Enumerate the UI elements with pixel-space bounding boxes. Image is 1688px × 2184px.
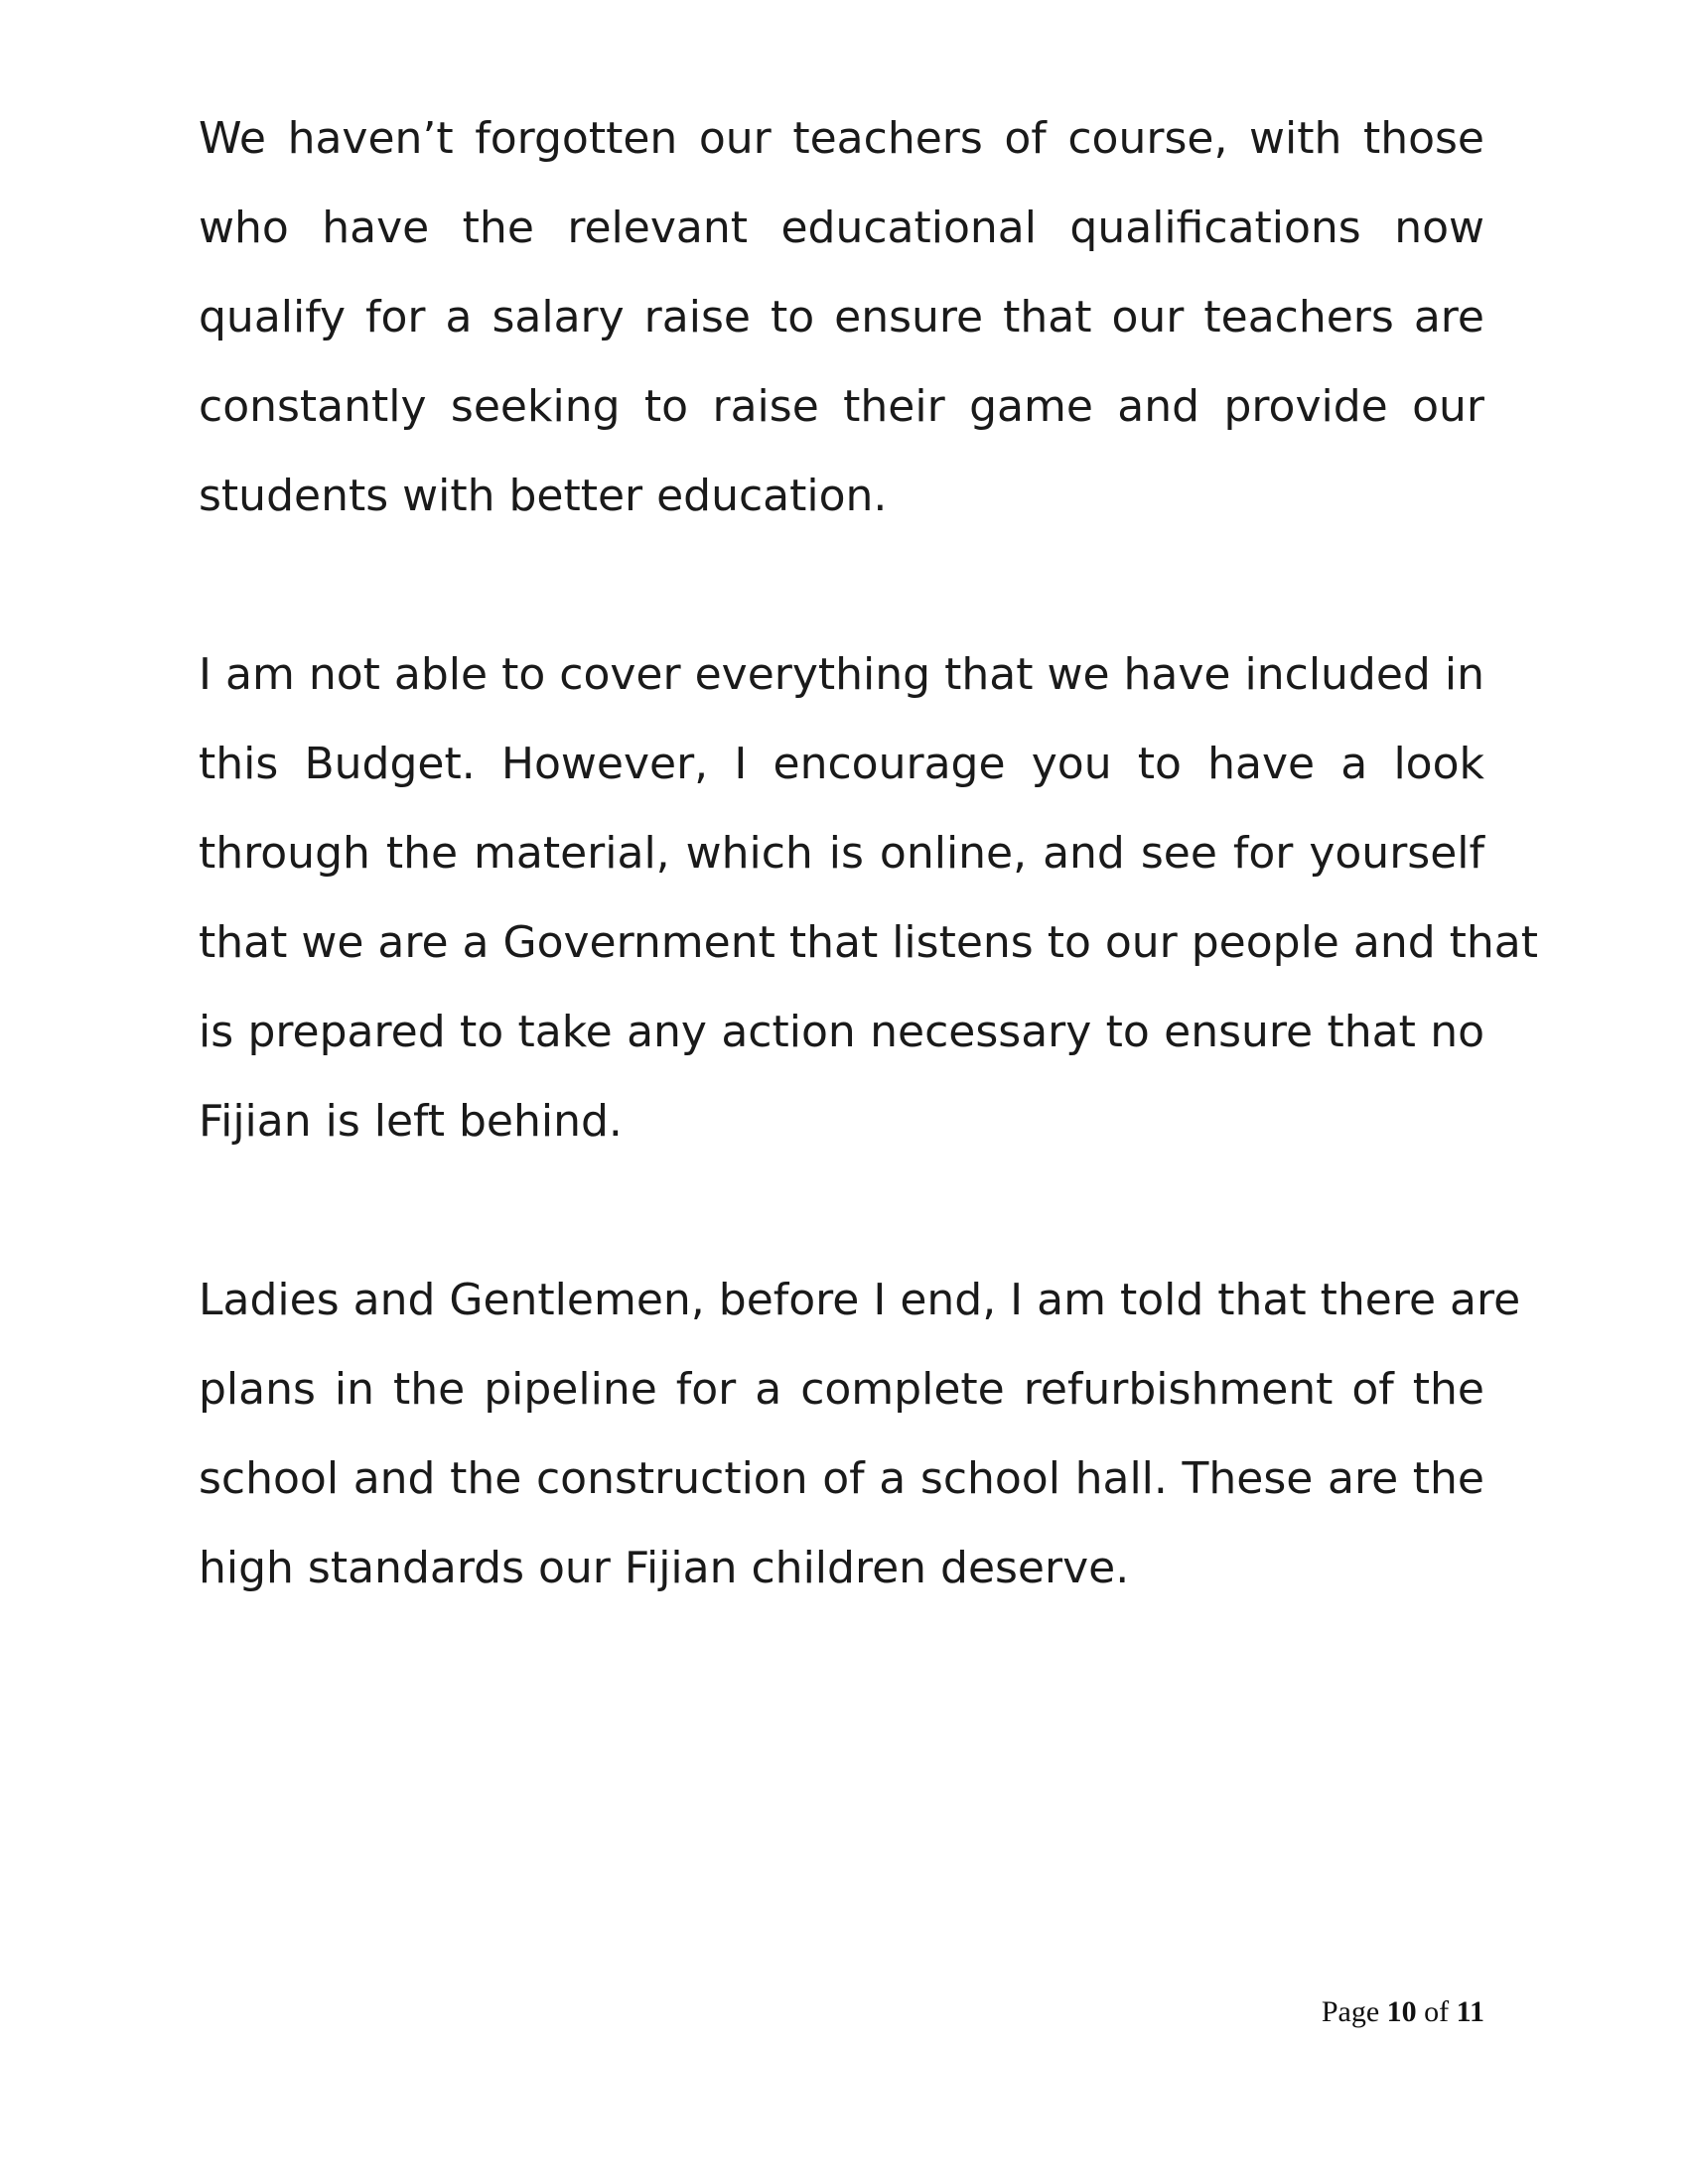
- text-line: school and the construction of a school hall. These are the: [199, 1453, 1484, 1504]
- text-line: who have the relevant educational qualifications now: [199, 203, 1484, 253]
- paragraph-budget: [199, 630, 1538, 1166]
- paragraph-closing: [199, 1256, 1521, 1613]
- text-line: high standards our Fijian children deserve.: [199, 1543, 1130, 1593]
- text-line: qualify for a salary raise to ensure that our teachers are: [199, 292, 1484, 342]
- page-number-footer: [1322, 1995, 1484, 2029]
- text-line: We haven’t forgotten our teachers of course, with those: [199, 113, 1484, 164]
- text-line: Fijian is left behind.: [199, 1096, 623, 1147]
- text-line: that we are a Government that listens to our people and that: [199, 917, 1538, 968]
- paragraph-teachers: [199, 94, 1484, 541]
- text-line: Ladies and Gentlemen, before I end, I am told that there are: [199, 1275, 1521, 1325]
- current-page-number: 10: [1386, 1995, 1417, 2028]
- text-line: constantly seeking to raise their game and provide our: [199, 381, 1484, 432]
- text-line: is prepared to take any action necessary to ensure that no: [199, 1007, 1484, 1057]
- text-line: plans in the pipeline for a complete refurbishment of the: [199, 1364, 1484, 1415]
- text-line: this Budget. However, I encourage you to have a look: [199, 739, 1484, 789]
- body-text: [199, 94, 1538, 1703]
- total-pages-number: 11: [1456, 1995, 1484, 2028]
- text-line: through the material, which is online, and see for yourself: [199, 828, 1484, 879]
- text-line: students with better education.: [199, 471, 888, 521]
- page-label: Page: [1321, 1995, 1380, 2028]
- of-label: of: [1424, 1995, 1450, 2028]
- text-line: I am not able to cover everything that we have included in: [199, 649, 1484, 700]
